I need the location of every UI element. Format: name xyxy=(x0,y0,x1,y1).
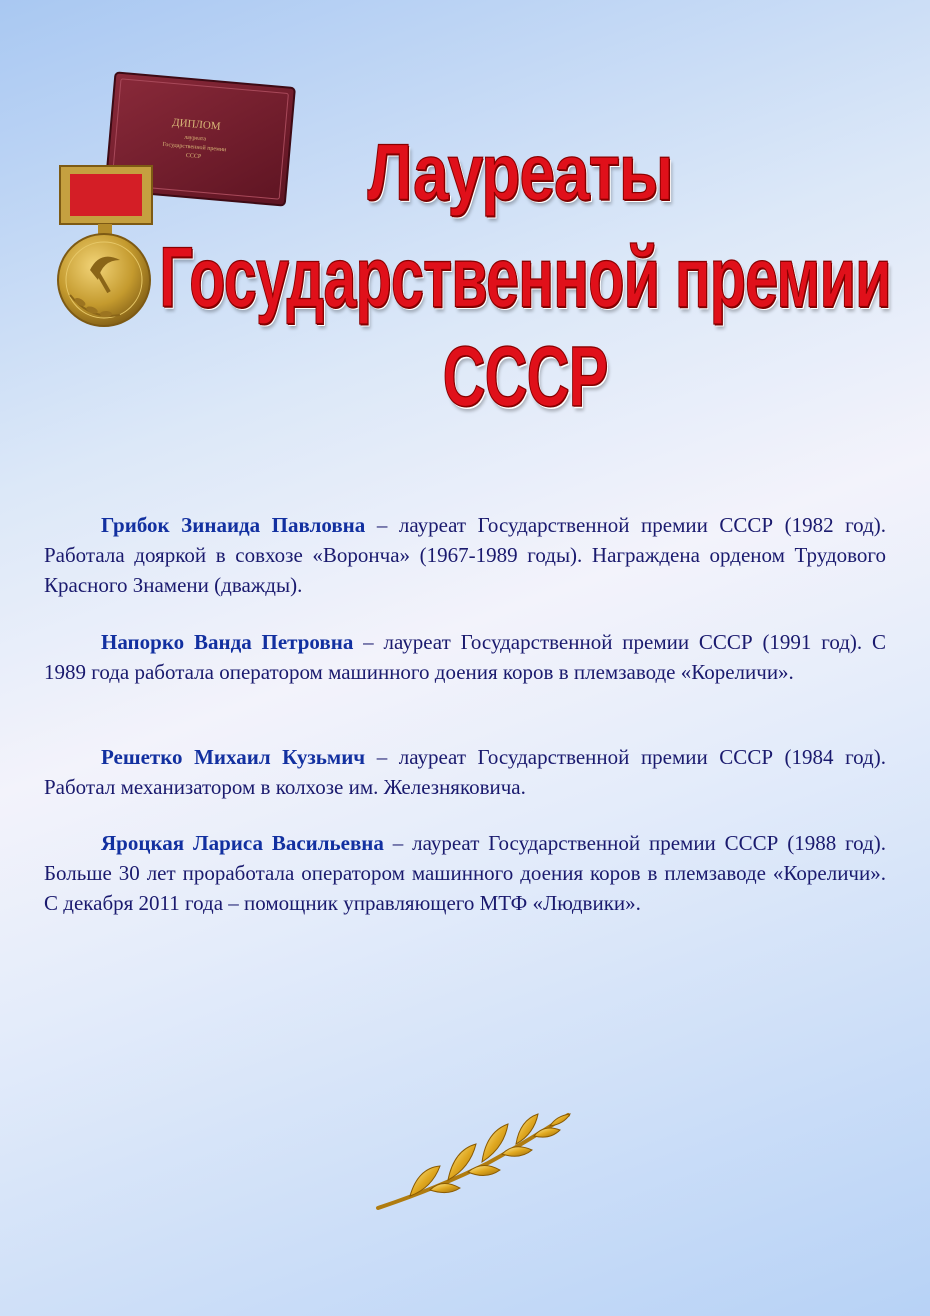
laureate-description: – лауреат Государственной премии СССР (1984 год). Работал механизатором в колхозе им. Железняковича. xyxy=(44,745,886,799)
laureate-name: Грибок Зинаида Павловна xyxy=(101,513,366,537)
laurel-branch-icon xyxy=(370,1112,590,1222)
laureate-description: – лауреат Государственной премии СССР (1982 год). Работала дояркой в совхозе «Ворончa» (1967-1989 годы). Награждена орденом Трудового Красного Знамени (дважды). xyxy=(44,513,886,597)
laureate-entry xyxy=(44,627,886,687)
laureate-name: Решетко Михаил Кузьмич xyxy=(101,745,366,769)
svg-text:Государственной премии: Государственной премии xyxy=(162,141,227,154)
page-title-line-2: Государственной премии СССР xyxy=(159,228,891,424)
page-title-line-1: Лауреаты xyxy=(367,127,673,217)
svg-text:лауреата: лауреата xyxy=(183,134,207,143)
laureate-description: – лауреат Государственной премии СССР (1991 год). С 1989 года работала оператором машинного доения коров в племзаводе «Кореличи». xyxy=(44,630,886,684)
laureate-entry xyxy=(44,742,886,802)
laureate-entry xyxy=(44,510,886,600)
laureate-description: – лауреат Государственной премии СССР (1988 год). Больше 30 лет проработала оператором машинного доения коров в племзаводе «Кореличи». С декабря 2011 года – помощник управляющего МТФ «Людвики». xyxy=(44,831,886,915)
diploma-title: ДИПЛОМ xyxy=(171,116,222,133)
svg-text:СССР: СССР xyxy=(185,152,202,161)
laureate-name: Яроцкая Лариса Васильевна xyxy=(101,831,384,855)
laureate-entry xyxy=(44,828,886,918)
laureate-name: Напорко Ванда Петровна xyxy=(101,630,354,654)
medal xyxy=(58,166,152,326)
